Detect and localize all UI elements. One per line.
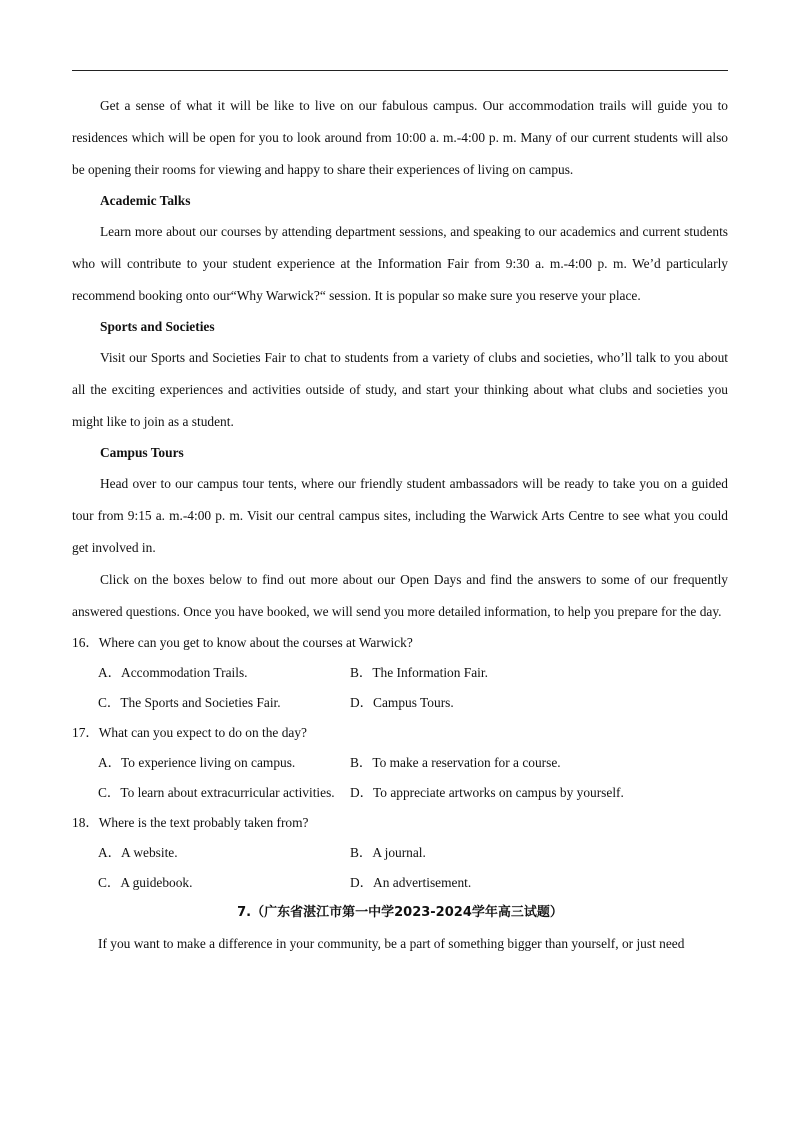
option-18-b: B．A journal. <box>350 845 426 860</box>
option-18-c: C．A guidebook. <box>98 875 193 890</box>
option-17-d: D．To appreciate artworks on campus by yourself. <box>350 785 624 800</box>
paragraph-sports-societies: Visit our Sports and Societies Fair to chat to students from a variety of clubs and societies, who’ll talk to you about all the exciting experiences and activities outside of study, and start your thinking about what clubs and societies you might like to join as a student. <box>72 350 728 429</box>
section-title: 7.（广东省湛江市第一中学2023-2024学年高三试题） <box>237 905 563 920</box>
heading-academic-talks: Academic Talks <box>100 193 191 208</box>
question-16-options <box>72 658 728 718</box>
option-16-d: D．Campus Tours. <box>350 695 454 710</box>
option-18-a: A．A website. <box>98 845 178 860</box>
next-paragraph-start: If you want to make a difference in your community, be a part of something bigger than yourself, or just need <box>98 936 685 951</box>
option-17-a: A．To experience living on campus. <box>98 755 296 770</box>
option-18-d: D．An advertisement. <box>350 875 472 890</box>
paragraph-academic-talks: Learn more about our courses by attending department sessions, and speaking to our academics and current students who will contribute to your student experience at the Information Fair from 9:30 a. m.-4:00 p. m. We’d particularly recommend booking onto our“Why Warwick?“ session. It is popular so make sure you reserve your place. <box>72 224 728 303</box>
option-16-a: A．Accommodation Trails. <box>98 665 248 680</box>
paragraph-accommodation: Get a sense of what it will be like to live on our fabulous campus. Our accommodation trails will guide you to residences which will be open for you to look around from 10:00 a. m.-4:00 p. m. Many of our current students will also be opening their rooms for viewing and happy to share their experiences of living on campus. <box>72 98 728 177</box>
paragraph-closing: Click on the boxes below to find out more about our Open Days and find the answers to some of our frequently answered questions. Once you have booked, we will send you more detailed information, to help you prepare for the day. <box>72 572 728 619</box>
question-18-options <box>72 838 728 898</box>
header-rule <box>72 70 728 71</box>
question-17-options <box>72 748 728 808</box>
option-16-b: B．The Information Fair. <box>350 665 488 680</box>
paragraph-campus-tours: Head over to our campus tour tents, where our friendly student ambassadors will be ready to take you on a guided tour from 9:15 a. m.-4:00 p. m. Visit our central campus sites, including the Warwick Arts Centre to see what you could get involved in. <box>72 476 728 555</box>
option-16-c: C．The Sports and Societies Fair. <box>98 695 281 710</box>
option-17-c: C．To learn about extracurricular activities. <box>98 785 335 800</box>
question-17: 17．What can you expect to do on the day? <box>72 725 308 740</box>
heading-sports-societies: Sports and Societies <box>100 319 215 334</box>
document-body <box>72 90 728 960</box>
heading-campus-tours: Campus Tours <box>100 445 184 460</box>
question-16: 16．Where can you get to know about the courses at Warwick? <box>72 635 413 650</box>
question-18: 18．Where is the text probably taken from? <box>72 815 309 830</box>
option-17-b: B．To make a reservation for a course. <box>350 755 561 770</box>
